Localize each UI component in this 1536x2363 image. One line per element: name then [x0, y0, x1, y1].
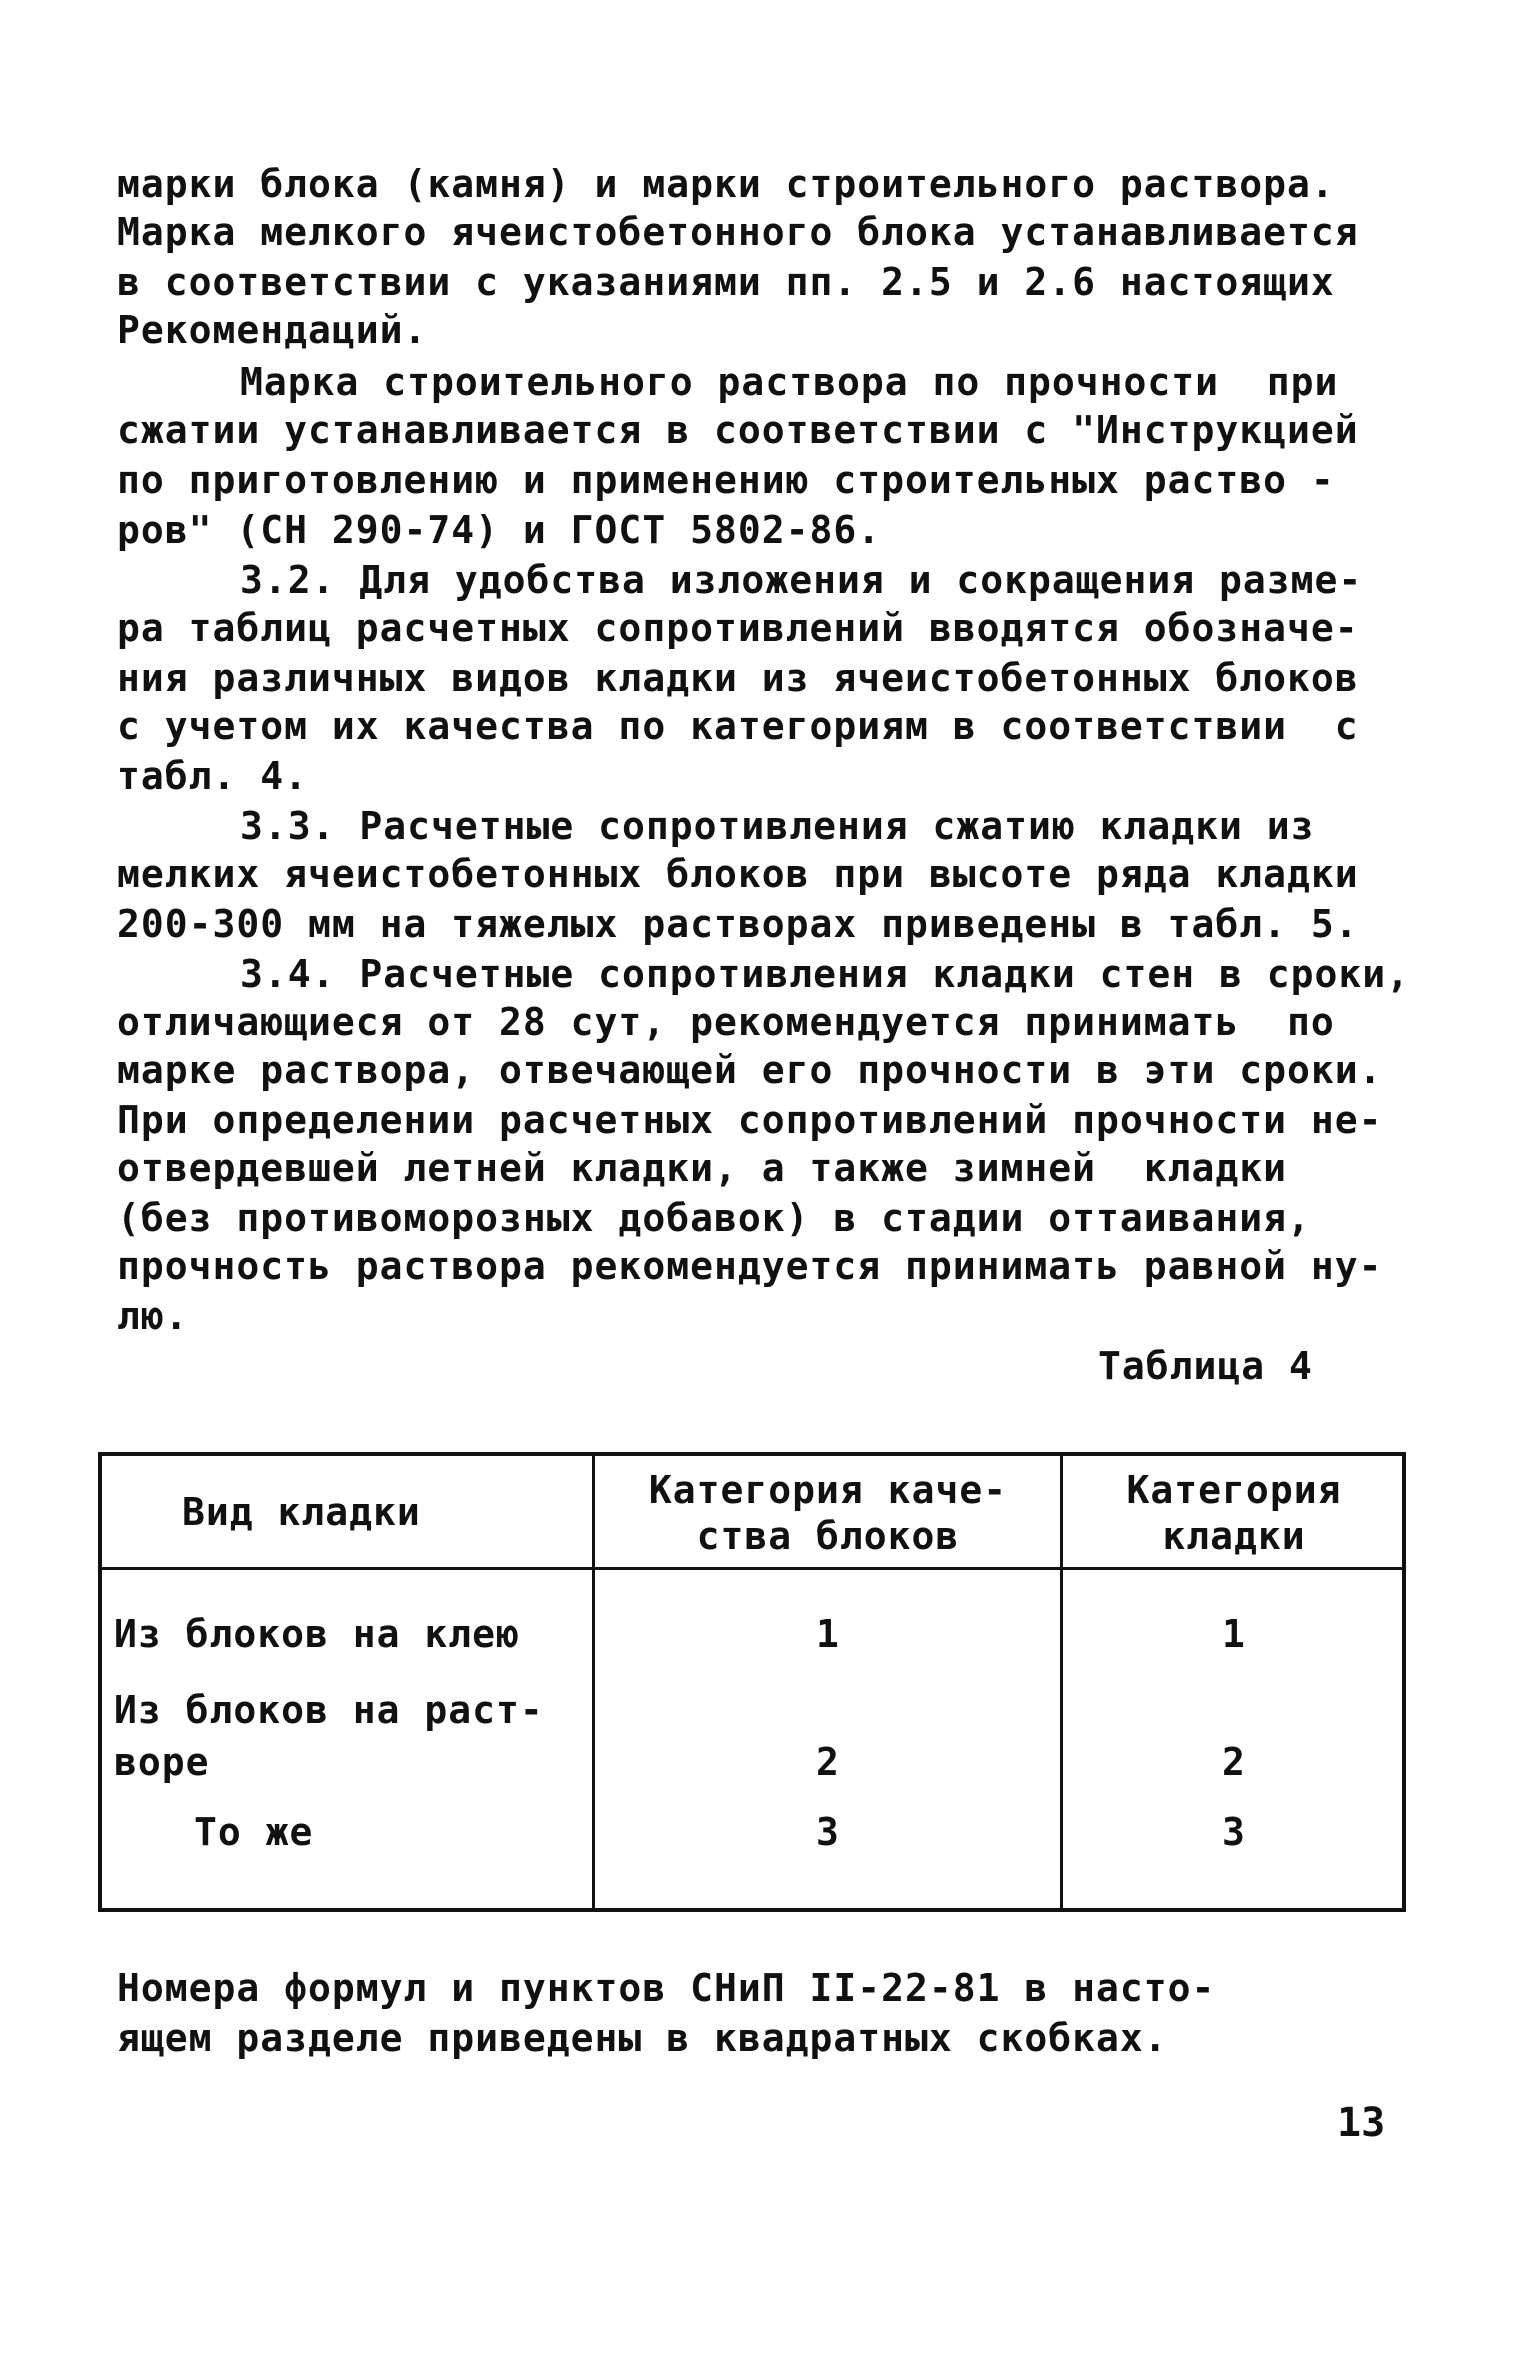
table-cell-kind: воре — [114, 1740, 210, 1784]
text-line: отвердевшей летней кладки, а также зимней кладки — [117, 1146, 1288, 1190]
table-cell-masonry-category: 2 — [1222, 1740, 1246, 1784]
text-line: в соответствии с указаниями пп. 2.5 и 2.6 настоящих — [117, 260, 1335, 304]
text-line: табл. 4. — [117, 754, 309, 798]
text-line: лю. — [117, 1294, 189, 1338]
text-line: Марка мелкого ячеистобетонного блока устанавливается — [117, 210, 1359, 254]
table-header-kind: Вид кладки — [182, 1490, 421, 1534]
table-divider — [1060, 1456, 1063, 1908]
table-divider — [102, 1567, 1402, 1570]
table-cell-block-category: 1 — [816, 1612, 840, 1656]
text-line: прочность раствора рекомендуется принимать равной ну- — [117, 1244, 1383, 1288]
text-line: с учетом их качества по категориям в соответствии с — [117, 704, 1359, 748]
table-header-masonry-category: кладки — [1162, 1514, 1306, 1558]
text-line: ния различных видов кладки из ячеистобетонных блоков — [117, 656, 1359, 700]
text-line: сжатии устанавливается в соответствии с "Инструкцией — [117, 408, 1359, 452]
text-line: марки блока (камня) и марки строительного раствора. — [117, 162, 1335, 206]
text-line: 3.2. Для удобства изложения и сокращения разме- — [240, 558, 1363, 602]
table-cell-block-category: 2 — [816, 1740, 840, 1784]
footer-note: Номера формул и пунктов СНиП II-22-81 в насто- — [117, 1966, 1216, 2010]
text-line: ра таблиц расчетных сопротивлений вводятся обозначе- — [117, 606, 1359, 650]
table-divider — [592, 1456, 595, 1908]
text-line: марке раствора, отвечающей его прочности в эти сроки. — [117, 1048, 1383, 1092]
category-table — [98, 1452, 1406, 1912]
page-number: 13 — [1337, 2100, 1386, 2146]
table-header-block-category: ства блоков — [696, 1514, 960, 1558]
text-line: 200-300 мм на тяжелых растворах приведены в табл. 5. — [117, 902, 1359, 946]
table-cell-kind: Из блоков на клею — [114, 1612, 520, 1656]
text-line: (без противоморозных добавок) в стадии оттаивания, — [117, 1196, 1311, 1240]
table-cell-block-category: 3 — [816, 1810, 840, 1854]
table-cell-masonry-category: 1 — [1222, 1612, 1246, 1656]
table-header-block-category: Категория каче- — [648, 1468, 1008, 1512]
table-caption: Таблица 4 — [1098, 1344, 1313, 1388]
text-line: Рекомендаций. — [117, 308, 428, 352]
text-line: мелких ячеистобетонных блоков при высоте ряда кладки — [117, 852, 1359, 896]
table-cell-masonry-category: 3 — [1222, 1810, 1246, 1854]
text-line: Марка строительного раствора по прочности при — [240, 360, 1339, 404]
text-line: 3.4. Расчетные сопротивления кладки стен в сроки, — [240, 952, 1411, 996]
text-line: 3.3. Расчетные сопротивления сжатию кладки из — [240, 804, 1315, 848]
table-header-masonry-category: Категория — [1126, 1468, 1342, 1512]
text-line: ров" (СН 290-74) и ГОСТ 5802-86. — [117, 508, 882, 552]
text-line: отличающиеся от 28 сут, рекомендуется принимать по — [117, 1000, 1335, 1044]
table-cell-kind: То же — [194, 1810, 314, 1854]
footer-note: ящем разделе приведены в квадратных скобках. — [117, 2016, 1168, 2060]
table-cell-kind: Из блоков на раст- — [114, 1688, 544, 1732]
text-line: по приготовлению и применению строительных раство - — [117, 458, 1335, 502]
text-line: При определении расчетных сопротивлений прочности не- — [117, 1098, 1383, 1142]
